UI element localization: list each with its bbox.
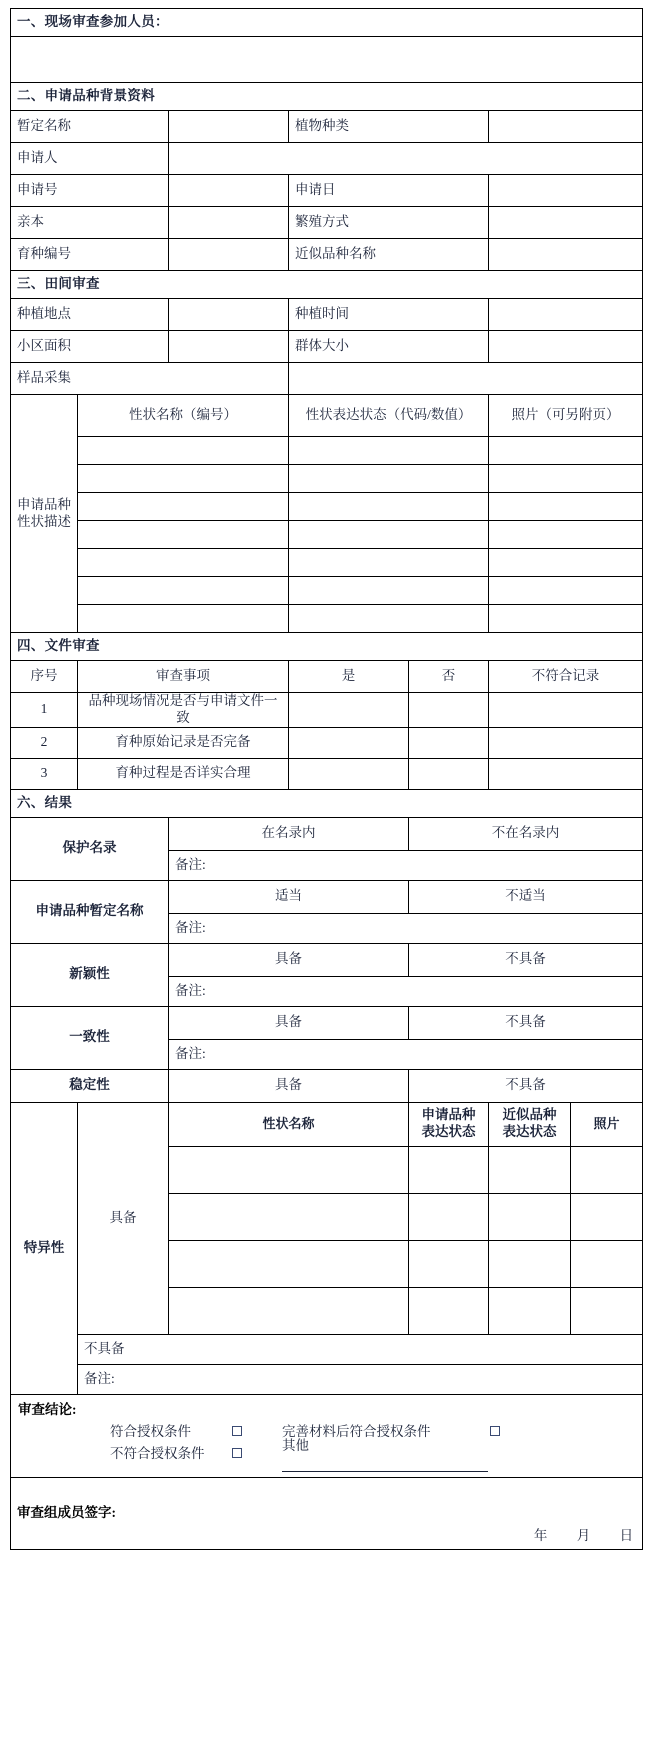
- distinctness-cell-photo[interactable]: [571, 1287, 643, 1334]
- trait-row: [11, 465, 643, 493]
- doc-header-yes: 是: [289, 661, 409, 693]
- conclusion-option-label-approved-after-supplement: 完善材料后符合授权条件: [282, 1424, 431, 1440]
- doc-row-no-cell[interactable]: [409, 758, 489, 789]
- distinctness-header-row: [11, 1102, 643, 1146]
- trait-cell-photo[interactable]: [489, 437, 643, 465]
- bg-row-4: [11, 239, 643, 271]
- label-planting-location: 种植地点: [11, 299, 169, 331]
- distinctness-cell-similar[interactable]: [489, 1240, 571, 1287]
- distinctness-cell-applicant[interactable]: [409, 1287, 489, 1334]
- trait-cell-name[interactable]: [78, 521, 289, 549]
- trait-cell-name[interactable]: [78, 605, 289, 633]
- distinctness-not-has-label[interactable]: 不具备: [78, 1334, 643, 1364]
- section-6-heading: 六、结果: [11, 789, 643, 817]
- section-1-content-row: [11, 37, 643, 83]
- doc-row-item: 育种原始记录是否完备: [78, 727, 289, 758]
- doc-row-record-cell[interactable]: [489, 727, 643, 758]
- signature-title: 审查组成员签字:: [17, 1504, 116, 1520]
- distinctness-not-has-row: [11, 1334, 643, 1364]
- label-similar-variety-name: 近似品种名称: [289, 239, 489, 271]
- doc-header-no-opt: 否: [409, 661, 489, 693]
- result-row-uniformity: [11, 1006, 643, 1039]
- trait-cell-state[interactable]: [289, 437, 489, 465]
- bg-row-1: [11, 143, 643, 175]
- trait-row: [11, 493, 643, 521]
- value-planting-time[interactable]: [489, 299, 643, 331]
- label-trait-description: 申请品种性状描述: [11, 395, 78, 633]
- section-6-heading-row: [11, 789, 643, 817]
- result-option-not-has[interactable]: 不具备: [409, 943, 643, 976]
- doc-review-header-row: [11, 661, 643, 693]
- doc-row-record-cell[interactable]: [489, 758, 643, 789]
- result-option-not-in-list[interactable]: 不在名录内: [409, 817, 643, 850]
- signature-cell[interactable]: [11, 1477, 643, 1549]
- doc-header-nonconformity: 不符合记录: [489, 661, 643, 693]
- conclusion-cell: [11, 1394, 643, 1477]
- conclusion-option-label-not-approved: 不符合授权条件: [110, 1446, 205, 1462]
- doc-row-yes-cell[interactable]: [289, 758, 409, 789]
- section-2-heading-row: [11, 83, 643, 111]
- result-remark-label[interactable]: 备注:: [169, 850, 643, 880]
- label-plot-area: 小区面积: [11, 331, 169, 363]
- distinctness-has-label[interactable]: 具备: [78, 1102, 169, 1334]
- conclusion-options: [110, 1422, 636, 1466]
- distinctness-remark-row: [11, 1364, 643, 1394]
- trait-cell-photo[interactable]: [489, 605, 643, 633]
- section-1-heading: 一、现场审查参加人员：: [11, 9, 643, 37]
- label-application-date: 申请日: [289, 175, 489, 207]
- checkbox-icon[interactable]: [490, 1426, 500, 1436]
- conclusion-checkbox-approved-after-supplement[interactable]: [490, 1424, 530, 1441]
- field-row-0: [11, 299, 643, 331]
- trait-cell-photo[interactable]: [489, 465, 643, 493]
- section-3-heading: 三、田间审查: [11, 271, 643, 299]
- distinctness-cell-trait[interactable]: [169, 1287, 409, 1334]
- label-application-no: 申请号: [11, 175, 169, 207]
- trait-cell-state[interactable]: [289, 577, 489, 605]
- signature-row: [11, 1477, 643, 1549]
- trait-cell-photo[interactable]: [489, 577, 643, 605]
- inspection-record-table: [10, 8, 643, 1550]
- trait-cell-state[interactable]: [289, 605, 489, 633]
- distinctness-cell-similar[interactable]: [489, 1193, 571, 1240]
- doc-review-row: [11, 727, 643, 758]
- result-remark-label[interactable]: 备注:: [169, 1039, 643, 1069]
- value-sample-collection[interactable]: [289, 363, 643, 395]
- distinctness-cell-applicant[interactable]: [409, 1193, 489, 1240]
- result-option-has[interactable]: 具备: [169, 1069, 409, 1102]
- doc-header-item: 审查事项: [78, 661, 289, 693]
- value-parent[interactable]: [169, 207, 289, 239]
- section-2-heading: 二、申请品种背景资料: [11, 83, 643, 111]
- trait-cell-state[interactable]: [289, 465, 489, 493]
- bg-row-3: [11, 207, 643, 239]
- label-applicant: 申请人: [11, 143, 169, 175]
- trait-cell-photo[interactable]: [489, 521, 643, 549]
- conclusion-option-label-other: 其他: [282, 1437, 309, 1453]
- result-option-has[interactable]: 具备: [169, 1006, 409, 1039]
- value-planting-location[interactable]: [169, 299, 289, 331]
- doc-review-row: [11, 758, 643, 789]
- result-remark-label[interactable]: 备注:: [169, 976, 643, 1006]
- distinctness-header-trait-name: 性状名称: [169, 1102, 409, 1146]
- trait-header-row: [11, 395, 643, 437]
- doc-row-item: 品种现场情况是否与申请文件一致: [78, 693, 289, 728]
- value-tentative-name[interactable]: [169, 111, 289, 143]
- result-option-not-suitable[interactable]: 不适当: [409, 880, 643, 913]
- conclusion-checkbox-not-approved[interactable]: [232, 1446, 266, 1463]
- field-row-1: [11, 331, 643, 363]
- doc-review-row: [11, 693, 643, 728]
- value-plant-species[interactable]: [489, 111, 643, 143]
- section-1-heading-row: [11, 9, 643, 37]
- distinctness-cell-trait[interactable]: [169, 1240, 409, 1287]
- trait-row: [11, 549, 643, 577]
- participants-input-area[interactable]: [11, 37, 643, 83]
- result-option-has[interactable]: 具备: [169, 943, 409, 976]
- header-similar-line2: 表达状态: [502, 1124, 557, 1140]
- trait-cell-state[interactable]: [289, 493, 489, 521]
- field-row-sample: [11, 363, 643, 395]
- value-application-no[interactable]: [169, 175, 289, 207]
- trait-cell-name[interactable]: [78, 437, 289, 465]
- value-plot-area[interactable]: [169, 331, 289, 363]
- conclusion-row: [11, 1394, 643, 1477]
- section-3-heading-row: [11, 271, 643, 299]
- trait-cell-state[interactable]: [289, 549, 489, 577]
- distinctness-cell-applicant[interactable]: [409, 1146, 489, 1193]
- trait-row: [11, 605, 643, 633]
- trait-row: [11, 437, 643, 465]
- label-population-size: 群体大小: [289, 331, 489, 363]
- trait-cell-name[interactable]: [78, 493, 289, 521]
- date-day-label: 日: [619, 1527, 635, 1543]
- trait-header-photo: 照片（可另附页）: [489, 395, 643, 437]
- distinctness-cell-applicant[interactable]: [409, 1240, 489, 1287]
- result-label-tentative-name: 申请品种暂定名称: [11, 880, 169, 943]
- checkbox-icon[interactable]: [232, 1448, 242, 1458]
- trait-header-name: 性状名称（编号）: [78, 395, 289, 437]
- conclusion-option-label-approved: 符合授权条件: [110, 1424, 191, 1440]
- doc-header-no: 序号: [11, 661, 78, 693]
- value-propagation-method[interactable]: [489, 207, 643, 239]
- result-row-stability: [11, 1069, 643, 1102]
- result-row-tentative-name: [11, 880, 643, 913]
- doc-row-record-cell[interactable]: [489, 693, 643, 728]
- trait-cell-state[interactable]: [289, 521, 489, 549]
- date-year-label: 年: [533, 1527, 549, 1543]
- distinctness-cell-photo[interactable]: [571, 1240, 643, 1287]
- doc-row-item: 育种过程是否详实合理: [78, 758, 289, 789]
- conclusion-other-input[interactable]: [282, 1456, 488, 1472]
- result-label-uniformity: 一致性: [11, 1006, 169, 1069]
- label-tentative-name: 暂定名称: [11, 111, 169, 143]
- label-breeding-no: 育种编号: [11, 239, 169, 271]
- result-row-novelty: [11, 943, 643, 976]
- distinctness-remark-label[interactable]: 备注:: [78, 1364, 643, 1394]
- distinctness-header-applicant-state: [409, 1102, 489, 1146]
- result-option-not-has[interactable]: 不具备: [409, 1006, 643, 1039]
- section-4-heading-row: [11, 633, 643, 661]
- trait-cell-name[interactable]: [78, 577, 289, 605]
- trait-cell-name[interactable]: [78, 549, 289, 577]
- doc-row-no: 1: [11, 693, 78, 728]
- label-planting-time: 种植时间: [289, 299, 489, 331]
- label-propagation-method: 繁殖方式: [289, 207, 489, 239]
- result-label-novelty: 新颖性: [11, 943, 169, 1006]
- result-option-not-has[interactable]: 不具备: [409, 1069, 643, 1102]
- trait-cell-photo[interactable]: [489, 493, 643, 521]
- doc-row-no-cell[interactable]: [409, 693, 489, 728]
- value-application-date[interactable]: [489, 175, 643, 207]
- doc-row-no: 3: [11, 758, 78, 789]
- distinctness-cell-trait[interactable]: [169, 1146, 409, 1193]
- label-sample-collection: 样品采集: [11, 363, 289, 395]
- result-remark-label[interactable]: 备注:: [169, 913, 643, 943]
- header-applicant-line2: 表达状态: [421, 1124, 476, 1140]
- date-line: [510, 1528, 634, 1545]
- trait-cell-name[interactable]: [78, 465, 289, 493]
- date-month-label: 月: [576, 1527, 592, 1543]
- conclusion-title: 审查结论:: [18, 1401, 77, 1417]
- result-label-stability: 稳定性: [11, 1069, 169, 1102]
- section-4-heading: 四、文件审查: [11, 633, 643, 661]
- distinctness-cell-photo[interactable]: [571, 1193, 643, 1240]
- result-row-protection-list: [11, 817, 643, 850]
- value-applicant[interactable]: [169, 143, 643, 175]
- result-label-distinctness: 特异性: [11, 1102, 78, 1394]
- distinctness-cell-trait[interactable]: [169, 1193, 409, 1240]
- bg-row-2: [11, 175, 643, 207]
- label-plant-species: 植物种类: [289, 111, 489, 143]
- checkbox-icon[interactable]: [232, 1426, 242, 1436]
- trait-cell-photo[interactable]: [489, 549, 643, 577]
- conclusion-option-other: [282, 1438, 490, 1472]
- doc-row-yes-cell[interactable]: [289, 693, 409, 728]
- bg-row-0: [11, 111, 643, 143]
- distinctness-header-similar-state: [489, 1102, 571, 1146]
- header-similar-line1: 近似品种: [502, 1107, 557, 1123]
- value-similar-variety-name[interactable]: [489, 239, 643, 271]
- distinctness-cell-similar[interactable]: [489, 1146, 571, 1193]
- conclusion-checkbox-approved[interactable]: [232, 1424, 266, 1441]
- result-option-in-list[interactable]: 在名录内: [169, 817, 409, 850]
- distinctness-cell-similar[interactable]: [489, 1287, 571, 1334]
- value-population-size[interactable]: [489, 331, 643, 363]
- distinctness-header-photo: 照片: [571, 1102, 643, 1146]
- result-label-protection-list: 保护名录: [11, 817, 169, 880]
- label-parent: 亲本: [11, 207, 169, 239]
- doc-row-no-cell[interactable]: [409, 727, 489, 758]
- doc-row-no: 2: [11, 727, 78, 758]
- trait-row: [11, 577, 643, 605]
- result-option-suitable[interactable]: 适当: [169, 880, 409, 913]
- value-breeding-no[interactable]: [169, 239, 289, 271]
- distinctness-cell-photo[interactable]: [571, 1146, 643, 1193]
- doc-row-yes-cell[interactable]: [289, 727, 409, 758]
- trait-header-state: 性状表达状态（代码/数值）: [289, 395, 489, 437]
- trait-row: [11, 521, 643, 549]
- header-applicant-line1: 申请品种: [421, 1107, 476, 1123]
